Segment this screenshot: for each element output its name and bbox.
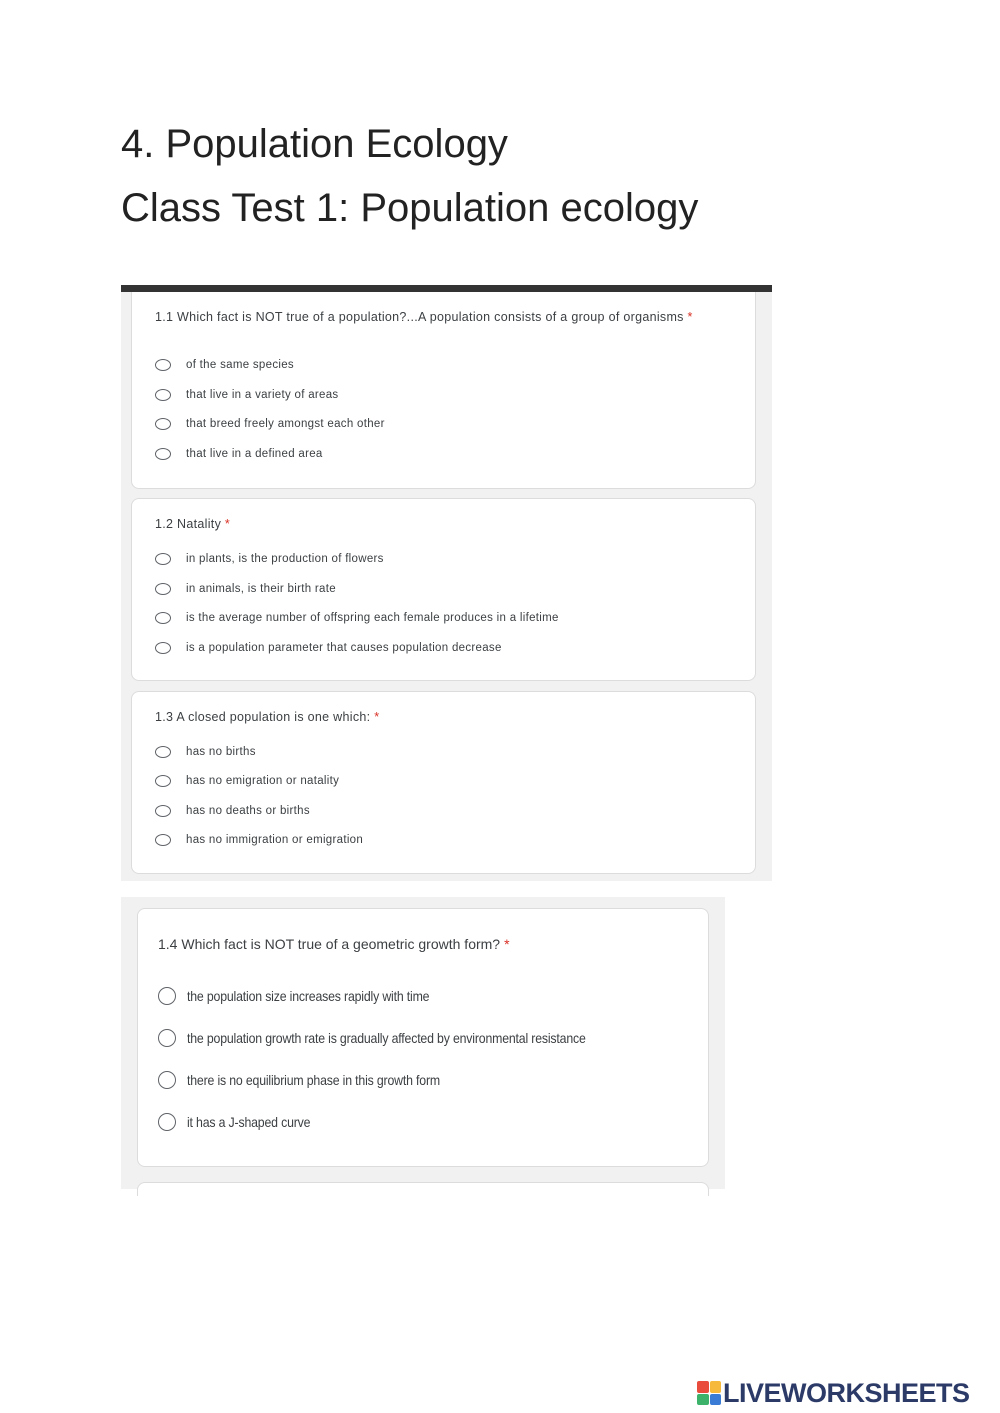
question-card-1-4	[137, 908, 709, 1167]
option-label: in plants, is the production of flowers	[186, 553, 384, 565]
question-title: 1.1 Which fact is NOT true of a population?...A population consists of a group of organisms *	[155, 310, 693, 324]
question-card-1-1	[131, 292, 756, 489]
option-radio[interactable]	[155, 772, 339, 790]
option-label: the population growth rate is gradually affected by environmental resistance	[187, 1030, 586, 1046]
option-label: that live in a defined area	[186, 448, 323, 460]
option-radio[interactable]	[155, 580, 336, 598]
radio-icon[interactable]	[155, 834, 171, 846]
option-radio[interactable]	[155, 802, 310, 820]
option-radio[interactable]	[155, 386, 338, 404]
required-asterisk: *	[687, 310, 693, 324]
liveworksheets-logo-icon	[697, 1381, 721, 1405]
radio-icon[interactable]	[155, 553, 171, 565]
option-radio[interactable]	[155, 550, 384, 568]
question-card-1-2	[131, 498, 756, 681]
form-screenshot-2	[121, 897, 725, 1189]
question-title: 1.4 Which fact is NOT true of a geometric growth form? *	[158, 936, 510, 952]
option-label: is a population parameter that causes population decrease	[186, 642, 502, 654]
option-label: has no immigration or emigration	[186, 834, 364, 846]
option-label: it has a J-shaped curve	[187, 1114, 311, 1130]
logo-square-yellow	[710, 1381, 722, 1393]
option-radio[interactable]	[158, 985, 462, 1007]
radio-icon[interactable]	[155, 775, 171, 787]
option-label: the population size increases rapidly with time	[187, 988, 430, 1004]
logo-square-red	[697, 1381, 709, 1393]
logo-text: LIVEWORKSHEETS	[723, 1377, 970, 1408]
option-radio[interactable]	[155, 831, 363, 849]
option-label: in animals, is their birth rate	[186, 583, 336, 595]
radio-icon[interactable]	[155, 583, 171, 595]
required-asterisk: *	[374, 710, 380, 724]
radio-icon[interactable]	[155, 612, 171, 624]
option-radio[interactable]	[155, 445, 323, 463]
radio-icon[interactable]	[155, 746, 171, 758]
option-label: has no deaths or births	[186, 805, 310, 817]
radio-icon[interactable]	[158, 1029, 176, 1047]
radio-icon[interactable]	[155, 389, 171, 401]
option-label: that live in a variety of areas	[186, 389, 339, 401]
form-screenshot-1	[121, 285, 772, 881]
radio-icon[interactable]	[155, 359, 171, 371]
option-label: is the average number of offspring each female produces in a lifetime	[186, 612, 559, 624]
option-label: of the same species	[186, 359, 294, 371]
page-subtitle: Class Test 1: Population ecology	[121, 186, 699, 230]
radio-icon[interactable]	[158, 1071, 176, 1089]
radio-icon[interactable]	[158, 1113, 176, 1131]
logo-square-green	[697, 1394, 709, 1406]
option-radio[interactable]	[158, 1069, 474, 1091]
option-radio[interactable]	[155, 743, 256, 761]
radio-icon[interactable]	[155, 642, 171, 654]
option-radio[interactable]	[155, 609, 559, 627]
option-radio[interactable]	[155, 356, 294, 374]
question-title: 1.2 Natality *	[155, 517, 231, 531]
option-label: there is no equilibrium phase in this growth form	[187, 1072, 440, 1088]
radio-icon[interactable]	[155, 805, 171, 817]
required-asterisk: *	[224, 517, 231, 531]
radio-icon[interactable]	[155, 418, 171, 430]
option-radio[interactable]	[158, 1027, 640, 1049]
option-radio[interactable]	[155, 639, 502, 657]
logo-square-blue	[710, 1394, 722, 1406]
page-title: 4. Population Ecology	[121, 122, 508, 166]
option-label: that breed freely amongst each other	[186, 418, 385, 430]
liveworksheets-logo	[697, 1376, 970, 1410]
question-title: 1.3 A closed population is one which: *	[155, 710, 380, 724]
option-radio[interactable]	[158, 1111, 327, 1133]
required-asterisk: *	[504, 936, 510, 952]
radio-icon[interactable]	[155, 448, 171, 460]
option-label: has no emigration or natality	[186, 775, 340, 787]
option-radio[interactable]	[155, 415, 385, 433]
question-card-1-3	[131, 691, 756, 874]
next-card-edge	[137, 1182, 709, 1196]
radio-icon[interactable]	[158, 987, 176, 1005]
option-label: has no births	[186, 746, 256, 758]
